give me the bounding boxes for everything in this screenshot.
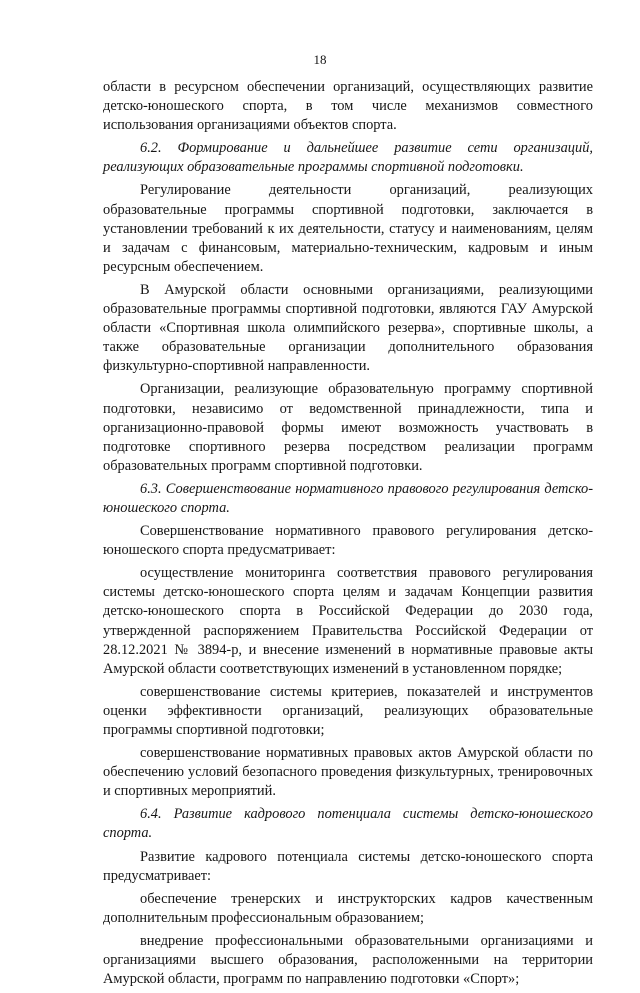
page-body: [103, 78, 593, 993]
paragraph: Развитие кадрового потенциала системы детско-юношеского спорта предусматривает:: [103, 848, 593, 884]
list-item-paragraph: осуществление мониторинга соответствия правового регулирования системы детско-юношеского спорта целям и задачам Концепции развития детско-юношеского спорта в Российской Федерации до 2030 года, утвержденной распоряжением Правительства Российской Федерации от 28.12.2021 № 3894-р, и внесение изменений в нормативные правовые акты Амурской области соответствующих изменений в установленном порядке;: [103, 565, 593, 677]
paragraph: Регулирование деятельности организаций, реализующих образовательные программы спортивной подготовки, заключается в установлении требований к их деятельности, статусу и наименованиям, целям и задачам с финансовым, материально-техническим, кадровым и иным ресурсным обеспечением.: [103, 182, 593, 275]
section-heading-6-3: 6.3. Совершенствование нормативного правового регулирования детско-юношеского спорта.: [103, 480, 593, 516]
list-item-paragraph: обеспечение тренерских и инструкторских кадров качественным дополнительным профессиональным образованием;: [103, 890, 593, 926]
list-item-paragraph: совершенствование нормативных правовых актов Амурской области по обеспечению условий безопасного проведения физкультурных, тренировочных и спортивных мероприятий.: [103, 745, 593, 800]
list-item-paragraph: внедрение профессиональными образовательными организациями и организациями высшего образования, расположенными на территории Амурской области, программ по направлению подготовки «Спорт»;: [103, 932, 593, 988]
page-number: 18: [313, 52, 327, 67]
section-heading-6-4: 6.4. Развитие кадрового потенциала системы детско-юношеского спорта.: [103, 806, 593, 842]
paragraph: Совершенствование нормативного правового регулирования детско-юношеского спорта предусматривает:: [103, 523, 593, 559]
paragraph: Организации, реализующие образовательную программу спортивной подготовки, независимо от ведомственной принадлежности, типа и организационно-правовой формы имеют возможность участвовать в подготовке спортивного резерва посредством реализации программ образовательных программ спортивной подготовки.: [103, 381, 593, 474]
paragraph-continuation: области в ресурсном обеспечении организаций, осуществляющих развитие детско-юношеского спорта, в том числе механизмов совместного использования организациями объектов спорта.: [103, 79, 593, 134]
list-item-paragraph: совершенствование системы критериев, показателей и инструментов оценки эффективности организаций, реализующих образовательные программы спортивной подготовки;: [103, 683, 593, 738]
paragraph: В Амурской области основными организациями, реализующими образовательные программы спортивной подготовки, являются ГАУ Амурской области «Спортивная школа олимпийского резерва», спортивные школы, а также образовательные организации дополнительного образования физкультурно-спортивной направленности.: [103, 281, 593, 375]
section-heading-6-2: 6.2. Формирование и дальнейшее развитие сети организаций, реализующих образовательные программы спортивной подготовки.: [103, 140, 593, 176]
